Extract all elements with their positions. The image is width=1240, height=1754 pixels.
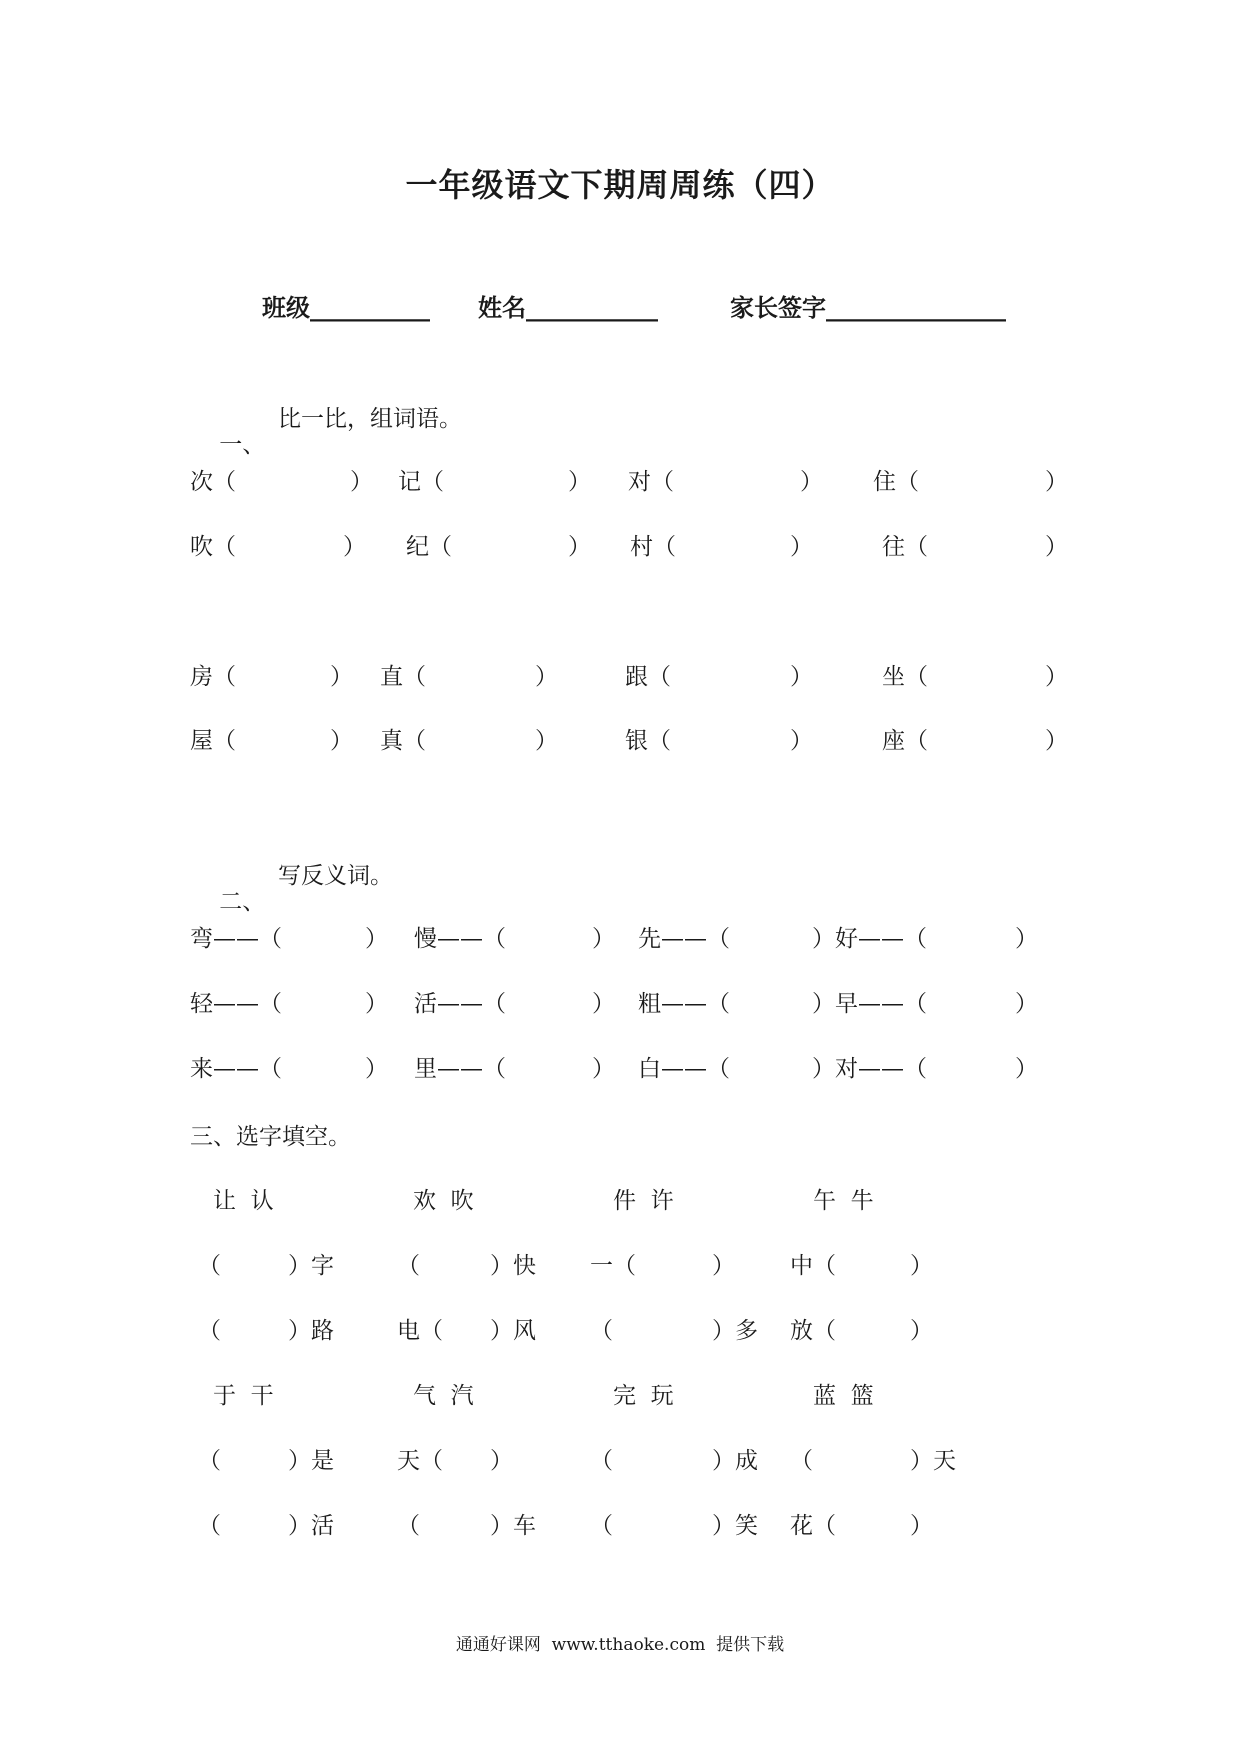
name-field: 姓名___________	[478, 293, 658, 322]
answer-close-paren: ）	[535, 728, 558, 754]
section-2-number: 二、	[219, 889, 266, 915]
answer-close-paren: ）	[350, 469, 373, 495]
antonym-prompt: ）	[1015, 926, 1038, 952]
answer-close-paren: ）	[343, 534, 366, 560]
word-prompt: 直（	[380, 664, 426, 690]
section-1-title: 比一比，组词语。	[278, 406, 462, 432]
fill-blank-segment: （	[198, 1318, 221, 1344]
parent-signature-field: 家长签字_______________	[730, 293, 1006, 322]
answer-close-paren: ）	[790, 664, 813, 690]
antonym-prompt: 来——（	[190, 1056, 282, 1082]
fill-blank-segment: ）是	[288, 1448, 334, 1474]
word-prompt: 吹（	[190, 534, 236, 560]
footer-credit: 通通好课网 www.tthaoke.com 提供下载	[455, 1635, 785, 1655]
fill-blank-segment: ）成	[712, 1448, 758, 1474]
class-field: 班级__________	[262, 293, 430, 322]
fill-blank-segment: 天（	[397, 1448, 443, 1474]
antonym-prompt: 活——（	[414, 991, 506, 1017]
fill-blank-segment: ）	[490, 1448, 513, 1474]
antonym-answer-close: ）早——（	[812, 991, 927, 1017]
choice-pair: 欢 吹	[413, 1188, 474, 1214]
choice-pair: 蓝 篮	[813, 1383, 874, 1409]
answer-close-paren: ）	[800, 469, 823, 495]
fill-blank-segment: ）活	[288, 1513, 334, 1539]
antonym-prompt: 里——（	[414, 1056, 506, 1082]
section-1-number: 一、	[219, 432, 266, 458]
antonym-prompt: ）	[1015, 1056, 1038, 1082]
word-prompt: 住（	[873, 469, 919, 495]
fill-blank-segment: 一（	[590, 1253, 636, 1279]
page-title: 一年级语文下期周周练（四）	[405, 166, 835, 204]
antonym-prompt: 先——（	[638, 926, 730, 952]
section-2-title: 写反义词。	[278, 863, 393, 889]
answer-close-paren: ）	[330, 664, 353, 690]
fill-blank-segment: ）	[910, 1513, 933, 1539]
fill-blank-segment: （	[397, 1253, 420, 1279]
fill-blank-segment: ）	[712, 1253, 735, 1279]
word-prompt: 坐（	[882, 664, 928, 690]
antonym-answer-close: ）对——（	[812, 1056, 927, 1082]
answer-close-paren: ）	[568, 534, 591, 560]
antonym-prompt: 白——（	[638, 1056, 730, 1082]
choice-pair: 件 许	[613, 1188, 674, 1214]
word-prompt: 村（	[630, 534, 676, 560]
antonym-prompt: 弯——（	[190, 926, 282, 952]
fill-blank-segment: 放（	[790, 1318, 836, 1344]
fill-blank-segment: 花（	[790, 1513, 836, 1539]
section-3-heading: 三、选字填空。	[190, 1124, 351, 1150]
antonym-answer-close: ）	[592, 1056, 615, 1082]
fill-blank-segment: （	[198, 1513, 221, 1539]
word-prompt: 银（	[625, 728, 671, 754]
word-prompt: 往（	[882, 534, 928, 560]
word-prompt: 纪（	[406, 534, 452, 560]
antonym-prompt: 粗——（	[638, 991, 730, 1017]
antonym-answer-close: ）	[592, 926, 615, 952]
fill-blank-segment: ）多	[712, 1318, 758, 1344]
antonym-prompt: 慢——（	[414, 926, 506, 952]
answer-close-paren: ）	[568, 469, 591, 495]
answer-close-paren: ）	[330, 728, 353, 754]
fill-blank-segment: ）天	[910, 1448, 956, 1474]
fill-blank-segment: ）字	[288, 1253, 334, 1279]
word-prompt: 记（	[398, 469, 444, 495]
choice-pair: 完 玩	[613, 1383, 674, 1409]
word-prompt: 座（	[882, 728, 928, 754]
antonym-prompt: ）	[1015, 991, 1038, 1017]
fill-blank-segment: ）风	[490, 1318, 536, 1344]
fill-blank-segment: （	[590, 1318, 613, 1344]
answer-close-paren: ）	[790, 534, 813, 560]
fill-blank-segment: ）车	[490, 1513, 536, 1539]
fill-blank-segment: （	[590, 1513, 613, 1539]
choice-pair: 午 牛	[813, 1188, 874, 1214]
antonym-answer-close: ）	[365, 1056, 388, 1082]
answer-close-paren: ）	[790, 728, 813, 754]
answer-close-paren: ）	[1045, 469, 1068, 495]
fill-blank-segment: ）笑	[712, 1513, 758, 1539]
fill-blank-segment: 中（	[790, 1253, 836, 1279]
antonym-answer-close: ）	[592, 991, 615, 1017]
word-prompt: 房（	[190, 664, 236, 690]
fill-blank-segment: （	[198, 1253, 221, 1279]
word-prompt: 次（	[190, 469, 236, 495]
answer-close-paren: ）	[535, 664, 558, 690]
answer-close-paren: ）	[1045, 728, 1068, 754]
word-prompt: 真（	[380, 728, 426, 754]
word-prompt: 屋（	[190, 728, 236, 754]
fill-blank-segment: （	[790, 1448, 813, 1474]
antonym-answer-close: ）	[365, 926, 388, 952]
fill-blank-segment: （	[397, 1513, 420, 1539]
answer-close-paren: ）	[1045, 534, 1068, 560]
fill-blank-segment: ）路	[288, 1318, 334, 1344]
antonym-answer-close: ）	[365, 991, 388, 1017]
antonym-answer-close: ）好——（	[812, 926, 927, 952]
choice-pair: 让 认	[213, 1188, 274, 1214]
answer-close-paren: ）	[1045, 664, 1068, 690]
fill-blank-segment: （	[590, 1448, 613, 1474]
antonym-prompt: 轻——（	[190, 991, 282, 1017]
choice-pair: 于 干	[213, 1383, 274, 1409]
fill-blank-segment: ）	[910, 1318, 933, 1344]
word-prompt: 跟（	[625, 664, 671, 690]
word-prompt: 对（	[628, 469, 674, 495]
choice-pair: 气 汽	[413, 1383, 474, 1409]
fill-blank-segment: 电（	[397, 1318, 443, 1344]
fill-blank-segment: （	[198, 1448, 221, 1474]
fill-blank-segment: ）快	[490, 1253, 536, 1279]
fill-blank-segment: ）	[910, 1253, 933, 1279]
